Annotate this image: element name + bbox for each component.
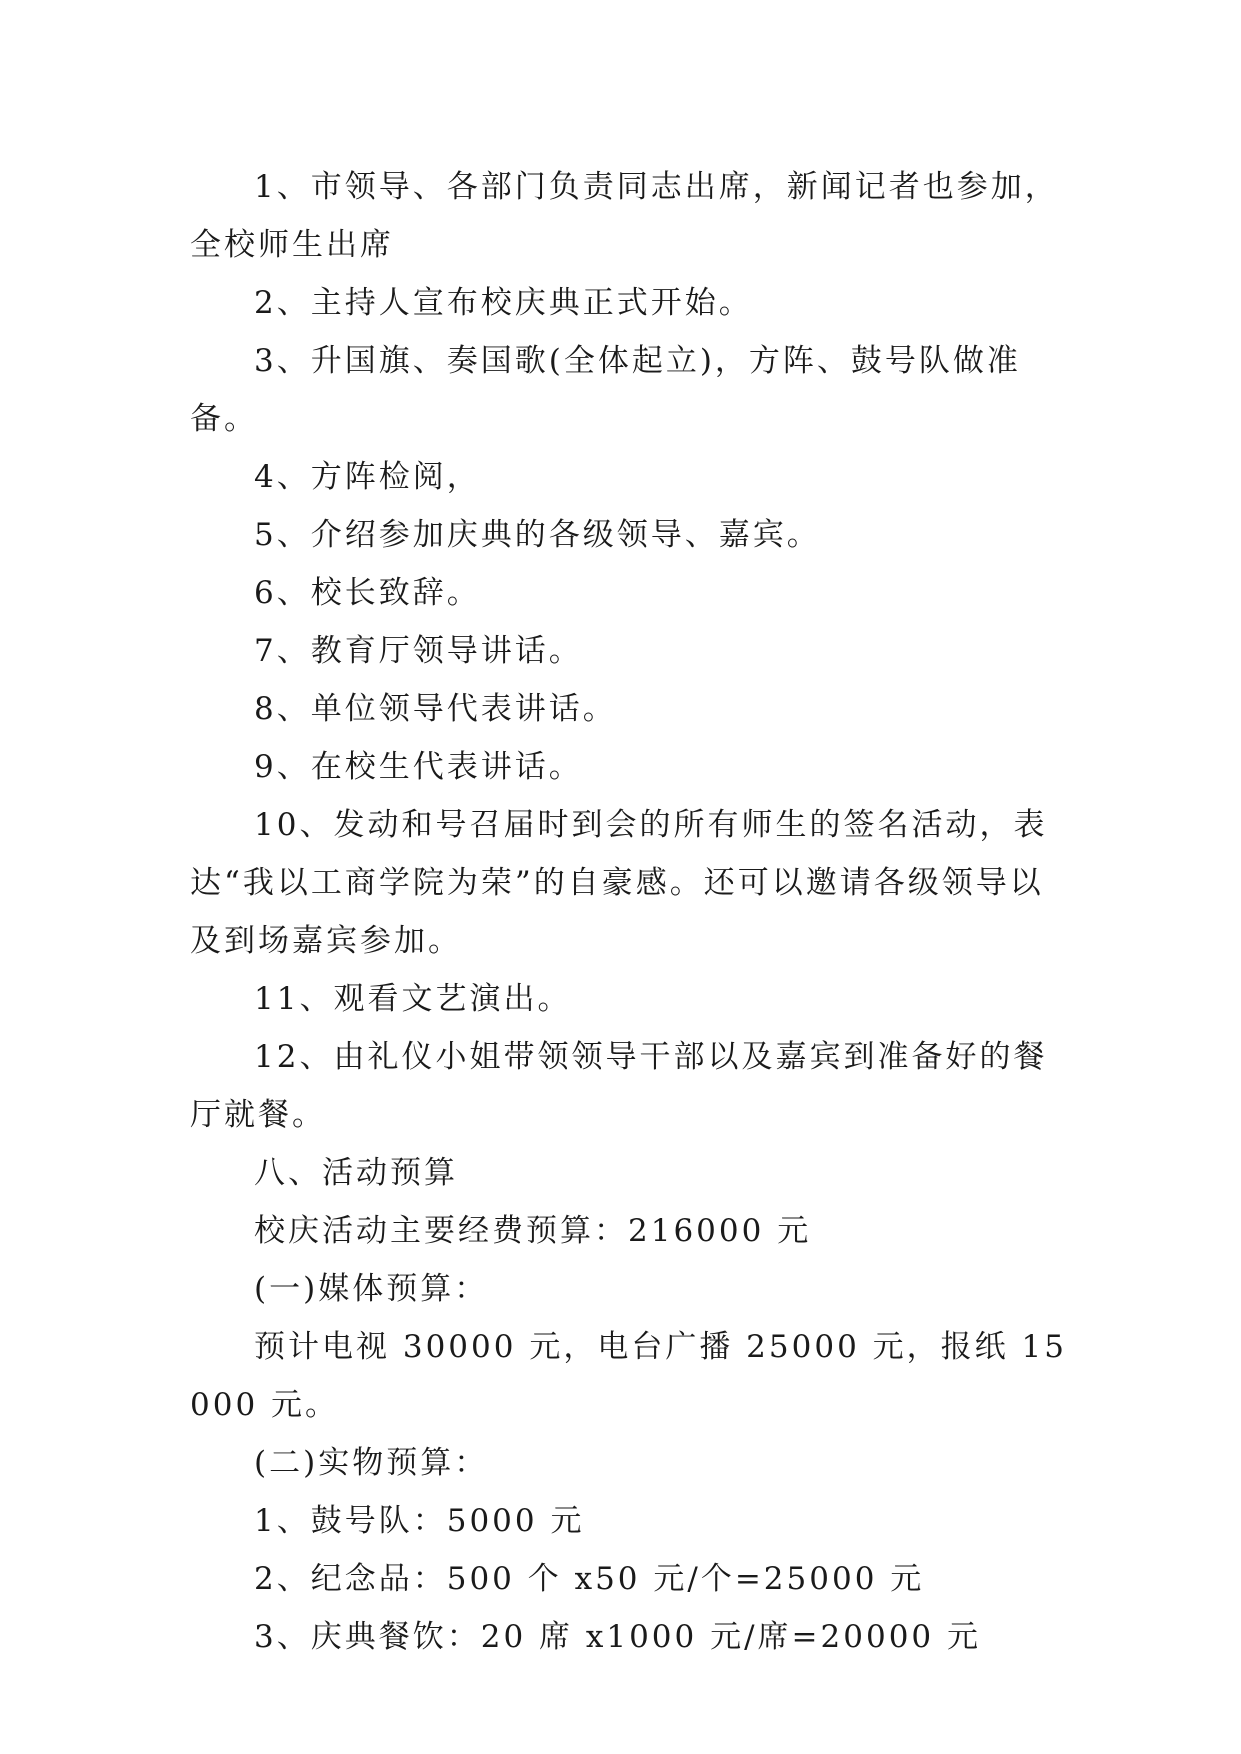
paragraph-attendees: 1、市领导、各部门负责同志出席，新闻记者也参加，全校师生出席 — [190, 169, 1059, 263]
budget-item-souvenirs: 2、纪念品：500 个 x50 元/个=25000 元 — [254, 1561, 925, 1597]
paragraph-flag-raising: 3、升国旗、奏国歌(全体起立)，方阵、鼓号队做准备。 — [190, 343, 1021, 437]
paragraph-student-speech: 9、在校生代表讲话。 — [254, 749, 583, 785]
paragraph-education-dept-speech: 7、教育厅领导讲话。 — [254, 633, 583, 669]
paragraph-review: 4、方阵检阅， — [254, 459, 481, 495]
section-heading-budget: 八、活动预算 — [254, 1155, 458, 1191]
paragraph-media-budget: 预计电视 30000 元，电台广播 25000 元，报纸 15000 元。 — [190, 1329, 1067, 1423]
budget-item-catering: 3、庆典餐饮：20 席 x1000 元/席=20000 元 — [254, 1619, 981, 1655]
paragraph-principal-speech: 6、校长致辞。 — [254, 575, 481, 611]
document-body — [190, 158, 1070, 1666]
paragraph-signature-activity: 10、发动和号召届时到会的所有师生的签名活动，表达“我以工商学院为荣”的自豪感。还可以邀请各级领导以及到场嘉宾参加。 — [190, 807, 1048, 959]
paragraph-performance: 11、观看文艺演出。 — [254, 981, 572, 1017]
budget-item-drum-band: 1、鼓号队：5000 元 — [254, 1503, 585, 1539]
paragraph-total-budget: 校庆活动主要经费预算：216000 元 — [254, 1213, 812, 1249]
subheading-material-budget: (二)实物预算： — [254, 1445, 489, 1481]
paragraph-opening: 2、主持人宣布校庆典正式开始。 — [254, 285, 753, 321]
paragraph-unit-leader-speech: 8、单位领导代表讲话。 — [254, 691, 617, 727]
paragraph-dinner: 12、由礼仪小姐带领领导干部以及嘉宾到准备好的餐厅就餐。 — [190, 1039, 1048, 1133]
subheading-media-budget: (一)媒体预算： — [254, 1271, 489, 1307]
paragraph-introduce-guests: 5、介绍参加庆典的各级领导、嘉宾。 — [254, 517, 821, 553]
